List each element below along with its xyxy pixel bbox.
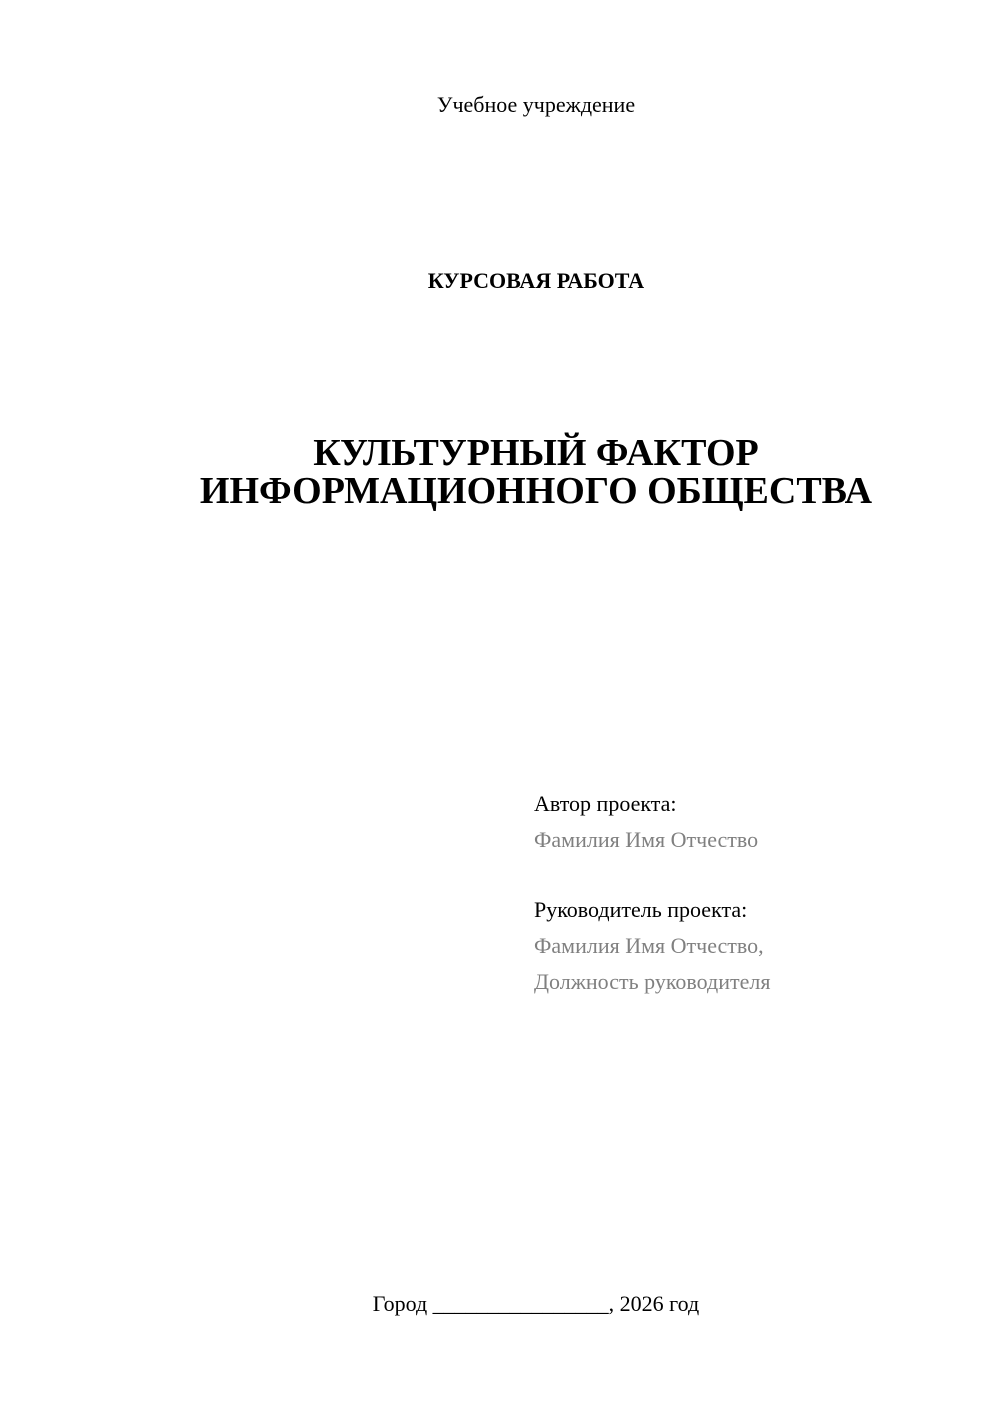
city-year-footer: Город ________________, 2026 год: [372, 1291, 700, 1316]
document-title: [36, 434, 1000, 510]
work-type-heading: КУРСОВАЯ РАБОТА: [427, 268, 645, 293]
supervisor-name: Фамилия Имя Отчество,: [534, 933, 764, 958]
author-name: Фамилия Имя Отчество: [534, 827, 759, 852]
document-title-line-2: ИНФОРМАЦИОННОГО ОБЩЕСТВА: [199, 470, 873, 512]
project-info-block: [534, 786, 974, 1000]
supervisor-label: Руководитель проекта:: [534, 897, 748, 922]
institution-name: Учебное учреждение: [436, 92, 636, 117]
author-label: Автор проекта:: [534, 791, 677, 816]
document-title-line-1: КУЛЬТУРНЫЙ ФАКТОР: [313, 432, 759, 474]
supervisor-position: Должность руководителя: [534, 969, 771, 994]
info-spacer: [534, 858, 974, 892]
